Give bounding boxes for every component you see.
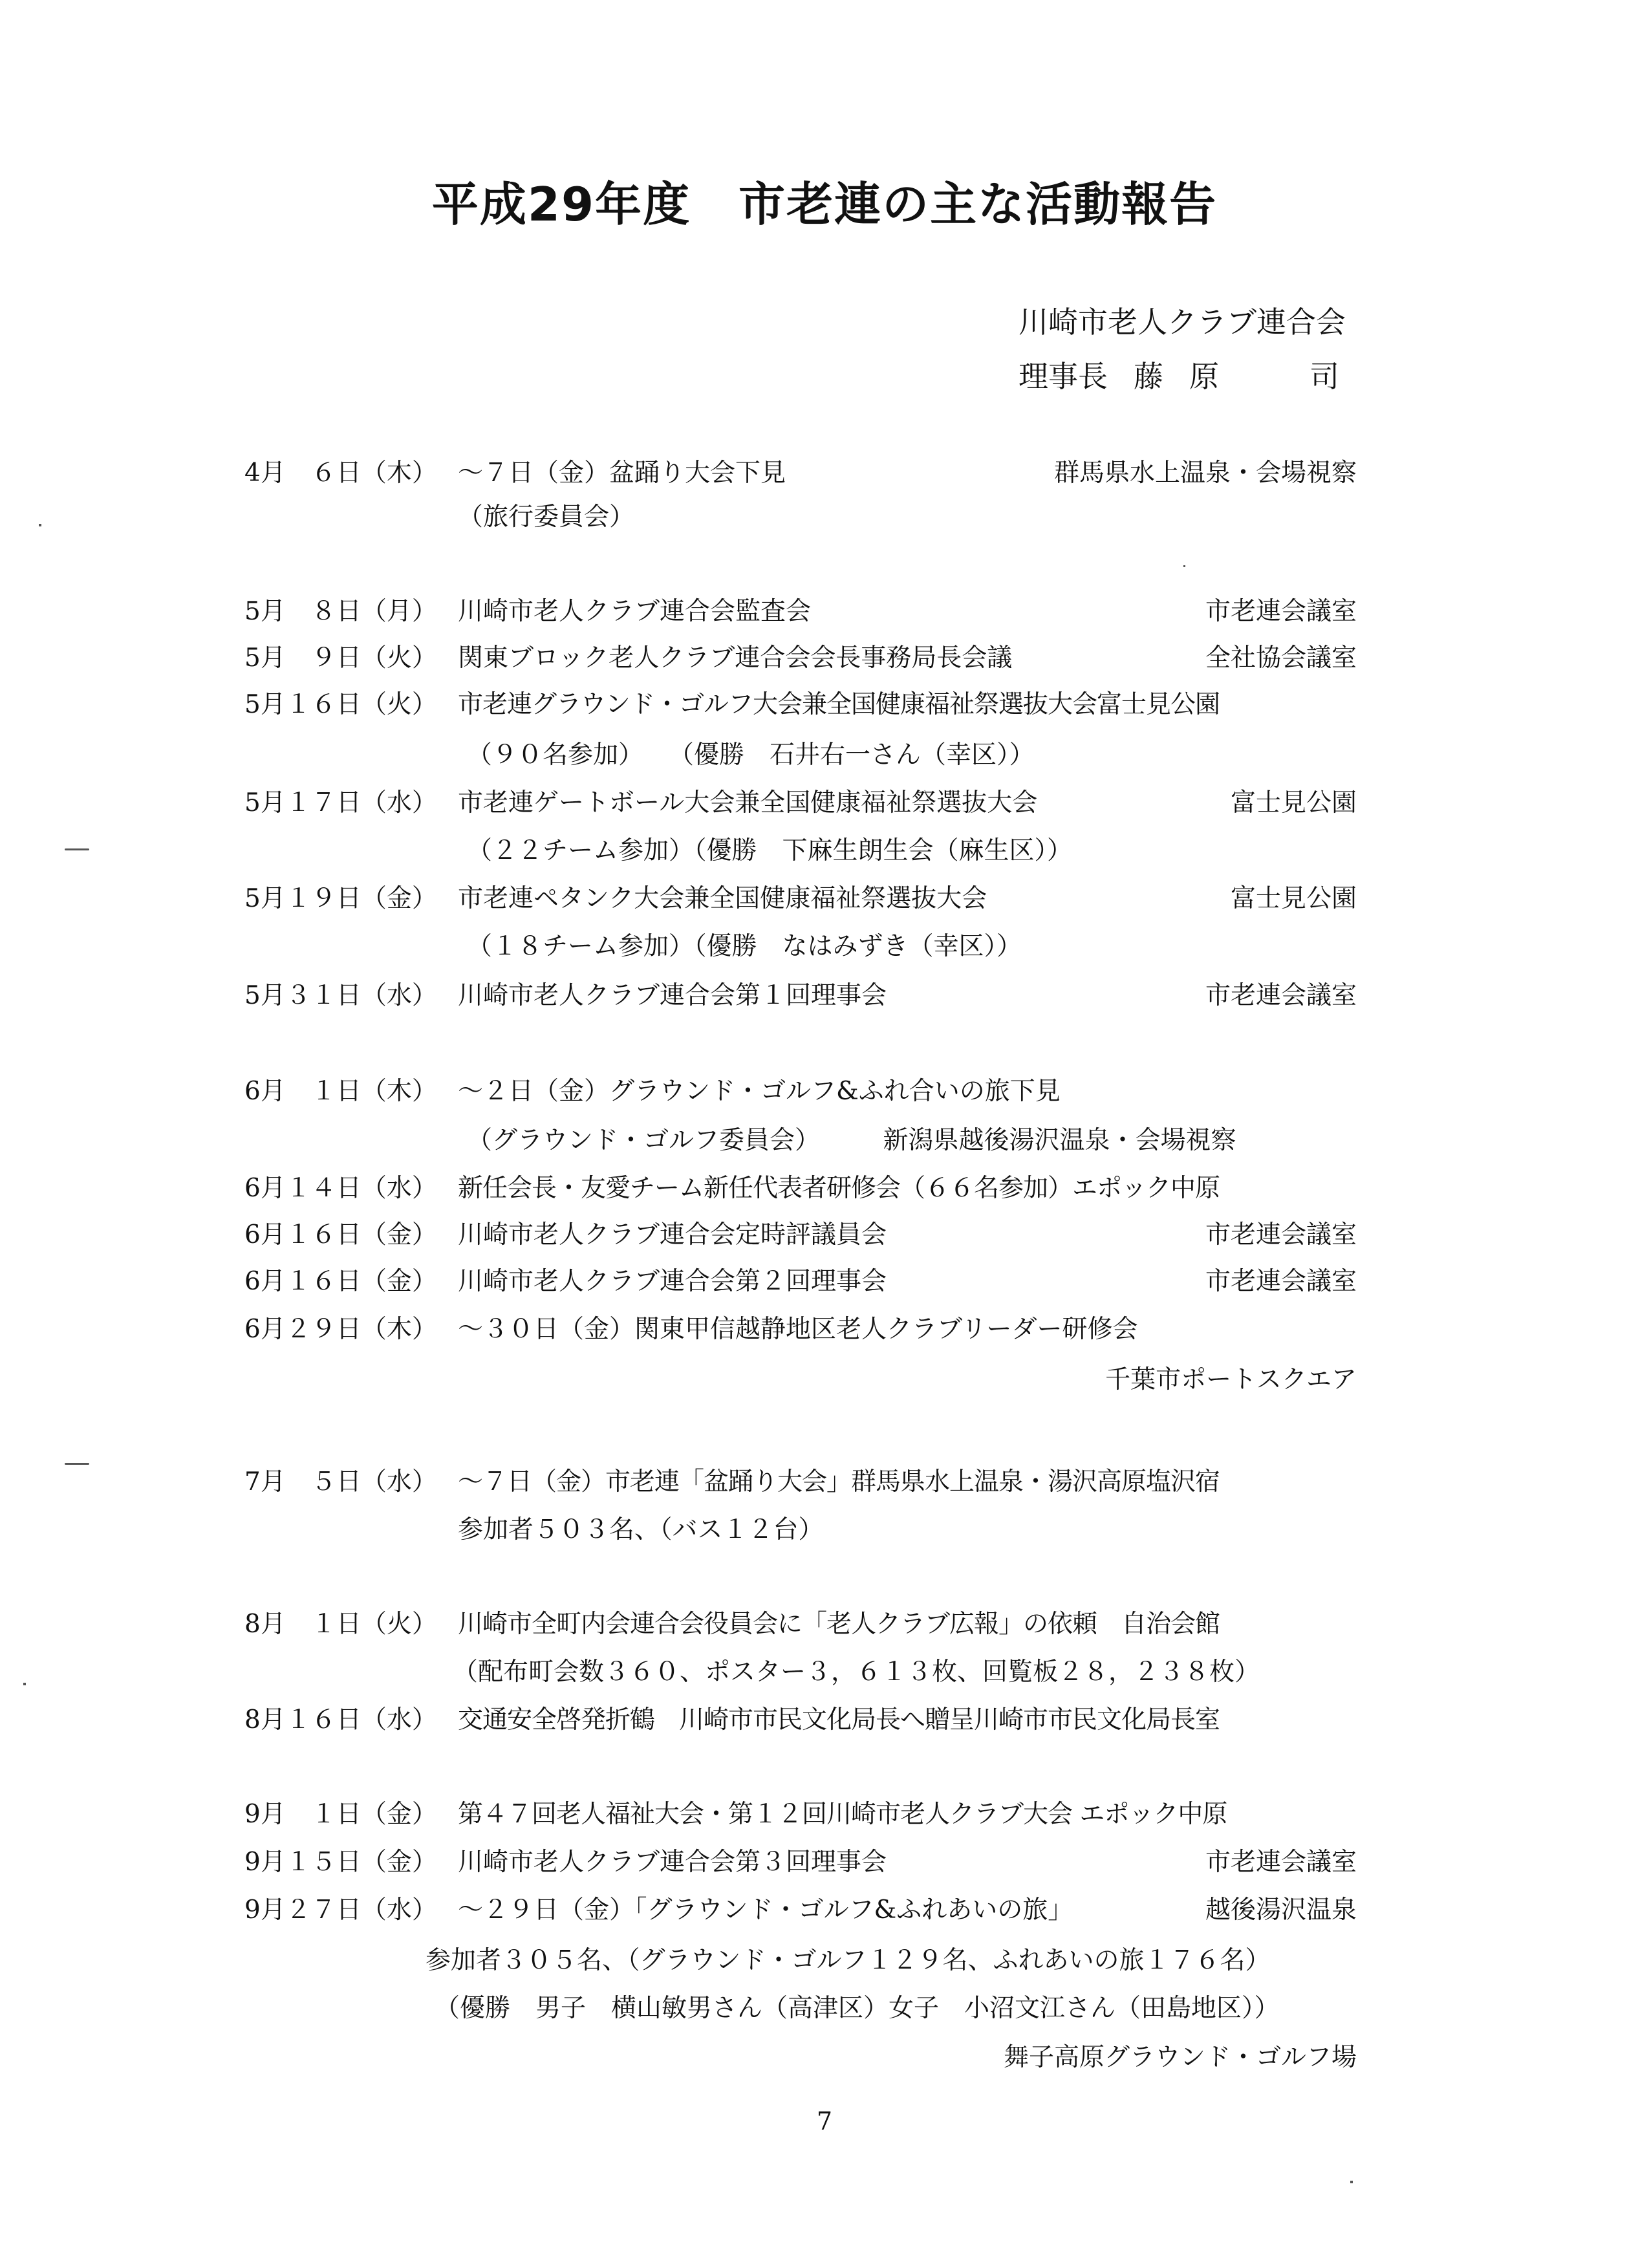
entry-continuation: 舞子高原グラウンド・ゴルフ場	[1003, 2043, 1357, 2072]
entry-row	[244, 1261, 1357, 1302]
entry-date: 6月１６日（金）	[244, 1267, 437, 1296]
entry-text: 川崎市老人クラブ連合会定時評議員会	[458, 1220, 887, 1249]
entry-text: 川崎市老人クラブ連合会第３回理事会	[458, 1848, 887, 1877]
entry-place: 群馬県水上温泉・会場視察	[1053, 459, 1357, 488]
entry-text: 交通安全啓発折鶴 川崎市市民文化局長へ贈呈川崎市市民文化局長室	[458, 1705, 1220, 1734]
entry-text: 川崎市老人クラブ連合会第２回理事会	[458, 1267, 887, 1296]
entry-date: 6月 １日（木）	[244, 1077, 437, 1106]
entry-place: 市老連会議室	[1205, 1848, 1357, 1877]
chair-given: 司	[1310, 359, 1339, 394]
entry-date: 6月１４日（水）	[244, 1174, 437, 1203]
entry-continuation: （配布町会数３６０、ポスター３，６１３枚、回覧板２８，２３８枚）	[453, 1658, 1260, 1687]
entry-row	[244, 1071, 1357, 1112]
entry-row	[244, 1794, 1357, 1835]
scan-speck	[1350, 2181, 1353, 2183]
entry-continuation: （グラウンド・ゴルフ委員会） 新潟県越後湯沢温泉・会場視察	[467, 1126, 1236, 1155]
entry-text: 市老連ゲートボール大会兼全国健康福祉祭選抜大会	[458, 788, 1038, 817]
entry-continuation: 参加者３０５名、（グラウンド・ゴルフ１２９名、ふれあいの旅１７６名）	[426, 1946, 1271, 1975]
entry-date: 6月１６日（金）	[244, 1220, 437, 1249]
entry-text: 川崎市全町内会連合会役員会に「老人クラブ広報」の依頼 自治会館	[458, 1610, 1220, 1639]
scan-speck	[39, 524, 41, 526]
scan-speck	[23, 1683, 26, 1685]
scan-speck	[1183, 565, 1185, 567]
entry-date: 7月 ５日（水）	[244, 1467, 437, 1496]
entry-date: 5月３１日（水）	[244, 981, 437, 1010]
entry-date: 9月２７日（水）	[244, 1895, 437, 1925]
entry-row	[244, 1462, 1357, 1503]
entry-row	[244, 1700, 1357, 1741]
entry-date: 5月１９日（金）	[244, 884, 437, 913]
entry-text: 第４７回老人福祉大会・第１２回川崎市老人クラブ大会 エポック中原	[458, 1800, 1227, 1829]
entry-row	[244, 1215, 1357, 1256]
sender-chair	[1018, 353, 1339, 396]
entry-continuation: （優勝 男子 横山敏男さん（高津区）女子 小沼文江さん（田島地区））	[435, 1994, 1280, 2023]
entry-place: 越後湯沢温泉	[1205, 1895, 1357, 1925]
entry-place: 市老連会議室	[1205, 1220, 1357, 1249]
entry-date: 8月 １日（火）	[244, 1610, 437, 1639]
entry-date: 9月 １日（金）	[244, 1800, 437, 1829]
entry-row	[244, 1890, 1357, 1931]
entry-date: 4月 ６日（木）	[244, 459, 437, 488]
entry-row	[244, 453, 1357, 494]
entry-row	[244, 975, 1357, 1017]
entry-row	[244, 1309, 1357, 1350]
entry-row	[244, 684, 1357, 726]
sender-organization: 川崎市老人クラブ連合会	[1018, 305, 1346, 340]
entry-place: 市老連会議室	[1205, 597, 1357, 626]
document-title: 平成29年度 市老連の主な活動報告	[431, 177, 1218, 232]
entry-continuation: （９０名参加） （優勝 石井右一さん（幸区））	[467, 740, 1035, 770]
entry-text: 新任会長・友愛チーム新任代表者研修会（６６名参加）エポック中原	[458, 1174, 1220, 1203]
entry-text: ～２９日（金）「グラウンド・ゴルフ&ふれあいの旅」	[458, 1895, 1073, 1925]
entry-text: 市老連ペタンク大会兼全国健康福祉祭選抜大会	[458, 884, 987, 913]
entry-continuation: （旅行委員会）	[458, 502, 635, 532]
entry-text: ～７日（金）市老連「盆踊り大会」群馬県水上温泉・湯沢高原塩沢宿	[458, 1467, 1220, 1496]
entry-row	[244, 1604, 1357, 1645]
entry-text: ～３０日（金）関東甲信越静地区老人クラブリーダー研修会	[458, 1315, 1138, 1344]
entry-text: 関東ブロック老人クラブ連合会会長事務局長会議	[458, 643, 1013, 673]
entry-continuation: （２２チーム参加）（優勝 下麻生朗生会（麻生区））	[467, 836, 1073, 865]
entry-continuation: 千葉市ポートスクエア	[1105, 1365, 1357, 1394]
entry-date: 5月 ８日（月）	[244, 597, 437, 626]
page-number: 7	[816, 2107, 833, 2135]
entry-place: 全社協会議室	[1205, 643, 1357, 673]
entry-continuation: 参加者５０３名、（バス１２台）	[458, 1515, 824, 1544]
chair-surname: 藤	[1134, 359, 1163, 394]
entry-text: 川崎市老人クラブ連合会監査会	[458, 597, 812, 626]
entry-continuation: （１８チーム参加）（優勝 なはみずき（幸区））	[467, 932, 1022, 961]
entry-date: 5月１６日（火）	[244, 690, 437, 719]
entry-date: 6月２９日（木）	[244, 1315, 437, 1344]
entry-text: ～７日（金）盆踊り大会下見	[458, 459, 786, 488]
entry-row	[244, 1168, 1357, 1209]
entry-place: 富士見公園	[1230, 788, 1357, 817]
entry-text: 市老連グラウンド・ゴルフ大会兼全国健康福祉祭選抜大会富士見公園	[458, 690, 1220, 719]
entry-row	[244, 878, 1357, 920]
entry-date: 5月 ９日（火）	[244, 643, 437, 673]
entry-row	[244, 783, 1357, 824]
entry-row	[244, 638, 1357, 679]
entry-date: 5月１７日（水）	[244, 788, 437, 817]
entry-date: 9月１５日（金）	[244, 1848, 437, 1877]
entry-text: 川崎市老人クラブ連合会第１回理事会	[458, 981, 887, 1010]
entry-place: 市老連会議室	[1205, 981, 1357, 1010]
entry-date: 8月１６日（水）	[244, 1705, 437, 1734]
entry-place: 市老連会議室	[1205, 1267, 1357, 1296]
chair-name-mid: 原	[1189, 359, 1219, 394]
chair-role: 理事長	[1018, 359, 1108, 394]
entry-place: 富士見公園	[1230, 884, 1357, 913]
entry-row	[244, 1842, 1357, 1883]
entry-row	[244, 591, 1357, 632]
scan-speck	[65, 1463, 89, 1465]
scan-speck	[65, 848, 89, 850]
entry-text: ～２日（金）グラウンド・ゴルフ&ふれ合いの旅下見	[458, 1077, 1061, 1106]
